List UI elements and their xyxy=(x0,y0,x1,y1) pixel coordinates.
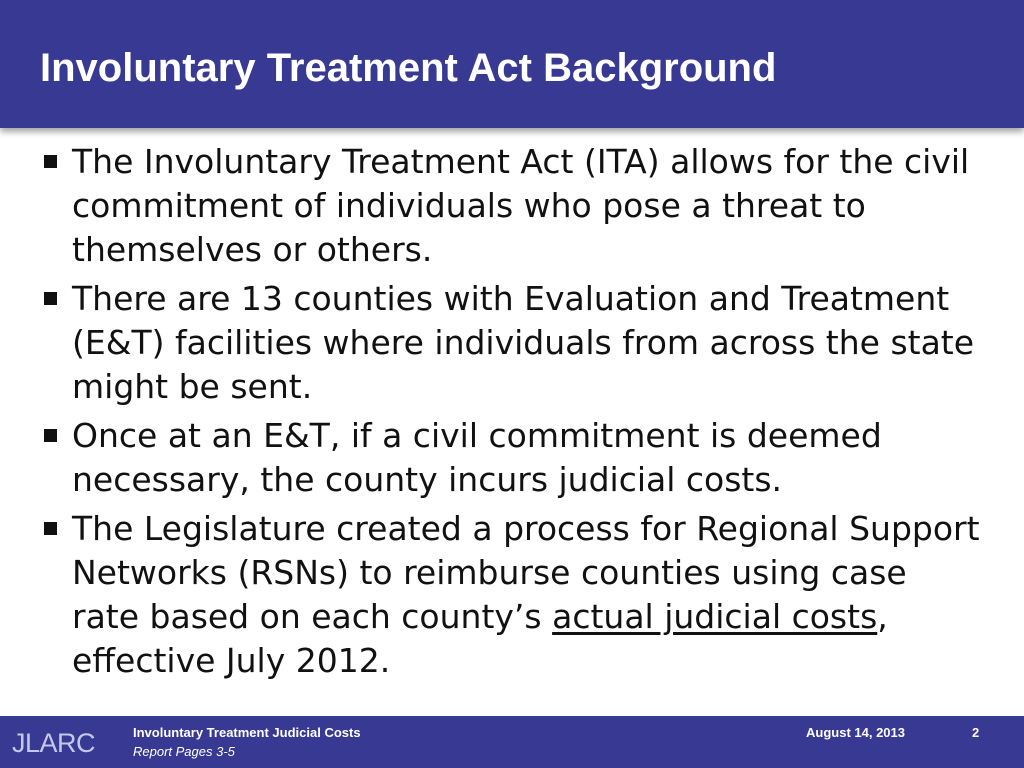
square-bullet-icon xyxy=(44,155,57,168)
footer-bar xyxy=(0,716,1024,768)
bullet-text: The Involuntary Treatment Act (ITA) allows for the civil commitment of individuals who pose a threat to themselves or others. xyxy=(72,142,970,269)
bullet-item xyxy=(40,507,980,683)
title-bar xyxy=(0,0,1024,128)
bullet-item xyxy=(40,414,980,502)
bullet-item xyxy=(40,140,980,272)
footer-title: Involuntary Treatment Judicial Costs xyxy=(133,725,361,740)
underlined-emphasis: actual judicial costs xyxy=(552,597,878,636)
footer-date: August 14, 2013 xyxy=(806,725,905,740)
slide-title: Involuntary Treatment Act Background xyxy=(40,46,777,90)
square-bullet-icon xyxy=(44,429,57,442)
square-bullet-icon xyxy=(44,522,57,535)
bullet-text: Once at an E&T, if a civil commitment is deemed necessary, the county incurs judicial costs. xyxy=(72,416,882,499)
bullet-text: The Legislature created a process for Regional Support Networks (RSNs) to reimburse counties using case rate based on each county’s xyxy=(72,509,980,636)
page-number: 2 xyxy=(972,725,980,740)
bullet-list xyxy=(40,140,980,683)
bullet-text: There are 13 counties with Evaluation and Treatment (E&T) facilities where individuals from across the state might be sent. xyxy=(72,279,975,406)
bullet-item xyxy=(40,277,980,409)
square-bullet-icon xyxy=(44,292,57,305)
footer-subtitle: Report Pages 3-5 xyxy=(133,744,235,759)
bullet-text: , effective July 2012. xyxy=(72,597,888,680)
slide-body xyxy=(40,140,980,688)
jlarc-logo: JLARC xyxy=(12,728,96,758)
